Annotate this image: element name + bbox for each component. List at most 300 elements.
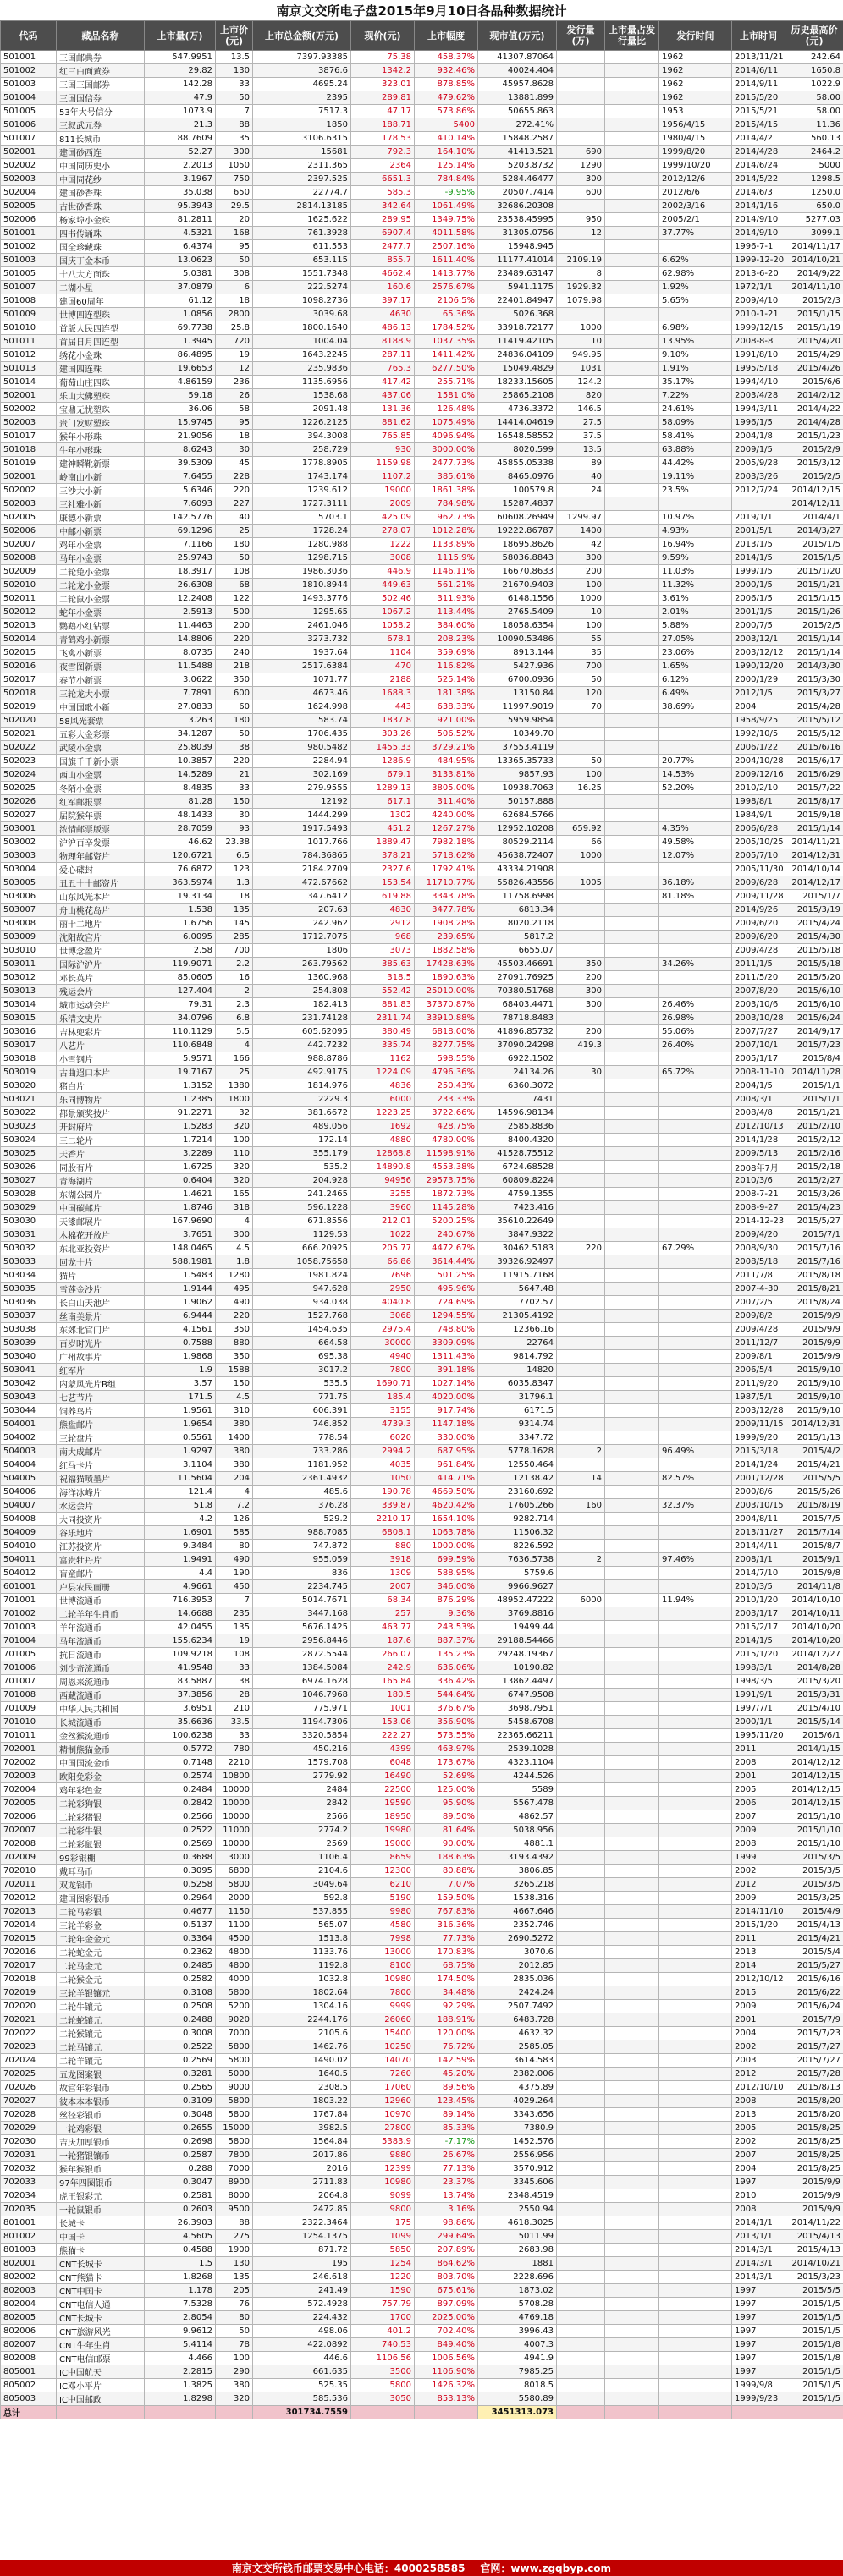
table-row[interactable] bbox=[1, 2149, 843, 2162]
table-row[interactable] bbox=[1, 1702, 843, 1716]
table-row[interactable] bbox=[1, 1458, 843, 1472]
table-row[interactable] bbox=[1, 186, 843, 200]
cell-cap: 16548.58552 bbox=[478, 430, 557, 443]
table-row[interactable] bbox=[1, 511, 843, 525]
cell-ratio bbox=[605, 958, 659, 971]
table-row[interactable] bbox=[1, 335, 843, 349]
col-code[interactable]: 代码 bbox=[1, 21, 57, 51]
cell-change: 784.84% bbox=[415, 173, 478, 186]
table-row[interactable] bbox=[1, 1919, 843, 1932]
table-row[interactable] bbox=[1, 1580, 843, 1594]
cell-issue-date bbox=[659, 931, 732, 944]
cell-issue-date: 62.98% bbox=[659, 267, 732, 281]
cell-market: 46.62 bbox=[145, 836, 216, 849]
cell-issue: 120 bbox=[557, 687, 605, 700]
cell-amount: 653.115 bbox=[253, 254, 351, 267]
table-row[interactable] bbox=[1, 646, 843, 660]
table-row[interactable] bbox=[1, 2135, 843, 2149]
table-row[interactable] bbox=[1, 1716, 843, 1729]
cell-cap: 6171.5 bbox=[478, 1404, 557, 1418]
table-row[interactable] bbox=[1, 2216, 843, 2230]
cell-price: 289.95 bbox=[351, 213, 415, 227]
cell-list-date: 2005 bbox=[732, 1783, 785, 1797]
cell-name: 三社雅小新 bbox=[57, 497, 145, 511]
cell-list-date: 1997 bbox=[732, 2284, 785, 2298]
cell-code: 504006 bbox=[1, 1486, 57, 1499]
table-row[interactable] bbox=[1, 1107, 843, 1120]
table-row[interactable] bbox=[1, 240, 843, 254]
table-row[interactable] bbox=[1, 1391, 843, 1404]
table-row[interactable] bbox=[1, 1959, 843, 1973]
table-row[interactable] bbox=[1, 1607, 843, 1621]
cell-price: 1224.09 bbox=[351, 1066, 415, 1079]
cell-amount: 1986.3036 bbox=[253, 565, 351, 579]
cell-amount: 1454.635 bbox=[253, 1323, 351, 1337]
cell-name: 山东风光本片 bbox=[57, 890, 145, 904]
cell-amount: 1304.16 bbox=[253, 2000, 351, 2013]
table-row[interactable] bbox=[1, 619, 843, 633]
table-row[interactable] bbox=[1, 267, 843, 281]
table-row[interactable] bbox=[1, 931, 843, 944]
col-issue[interactable]: 发行量(万) bbox=[557, 21, 605, 51]
cell-list-date: 2009/6/20 bbox=[732, 931, 785, 944]
cell-code: 501004 bbox=[1, 91, 57, 105]
col-ratio[interactable]: 上市量占发行量比 bbox=[605, 21, 659, 51]
table-row[interactable] bbox=[1, 389, 843, 403]
table-row[interactable] bbox=[1, 2013, 843, 2027]
table-row[interactable] bbox=[1, 1743, 843, 1756]
table-row[interactable] bbox=[1, 1946, 843, 1959]
table-row[interactable] bbox=[1, 416, 843, 430]
table-row[interactable] bbox=[1, 2325, 843, 2338]
table-row[interactable] bbox=[1, 1201, 843, 1215]
table-row[interactable] bbox=[1, 1242, 843, 1255]
table-row[interactable] bbox=[1, 1364, 843, 1377]
col-market[interactable]: 上市量(万) bbox=[145, 21, 216, 51]
cell-market: 0.7588 bbox=[145, 1337, 216, 1350]
cell-high: 2015/9/10 bbox=[785, 1377, 843, 1391]
cell-amount: 1937.64 bbox=[253, 646, 351, 660]
table-row[interactable] bbox=[1, 1783, 843, 1797]
table-row[interactable] bbox=[1, 525, 843, 538]
table-row[interactable] bbox=[1, 2000, 843, 2013]
cell-cap: 4736.3372 bbox=[478, 403, 557, 416]
cell-name: 三国邮典券 bbox=[57, 51, 145, 64]
table-row[interactable] bbox=[1, 1540, 843, 1553]
cell-code: 502022 bbox=[1, 741, 57, 755]
table-row[interactable] bbox=[1, 118, 843, 132]
table-row[interactable] bbox=[1, 958, 843, 971]
table-row[interactable] bbox=[1, 809, 843, 822]
table-row[interactable] bbox=[1, 592, 843, 606]
table-row[interactable] bbox=[1, 565, 843, 579]
cell-per-hand: 50 bbox=[216, 91, 253, 105]
table-row[interactable] bbox=[1, 1188, 843, 1201]
table-row[interactable] bbox=[1, 1012, 843, 1025]
cell-price: 880 bbox=[351, 1540, 415, 1553]
cell-high: 2015/3/23 bbox=[785, 2271, 843, 2284]
table-row[interactable] bbox=[1, 849, 843, 863]
cell-ratio bbox=[605, 1702, 659, 1716]
table-row[interactable] bbox=[1, 1689, 843, 1702]
table-row[interactable] bbox=[1, 2040, 843, 2054]
table-row[interactable] bbox=[1, 105, 843, 118]
table-row[interactable] bbox=[1, 200, 843, 213]
table-row[interactable] bbox=[1, 2122, 843, 2135]
table-row[interactable] bbox=[1, 836, 843, 849]
table-row[interactable] bbox=[1, 1228, 843, 1242]
table-row[interactable] bbox=[1, 1404, 843, 1418]
table-row[interactable] bbox=[1, 403, 843, 416]
cell-code: 805002 bbox=[1, 2379, 57, 2392]
table-row[interactable] bbox=[1, 146, 843, 159]
table-row[interactable] bbox=[1, 1147, 843, 1161]
cell-high: 2015/8/25 bbox=[785, 2135, 843, 2149]
table-row[interactable] bbox=[1, 985, 843, 998]
cell-issue-date bbox=[659, 1797, 732, 1810]
table-row[interactable] bbox=[1, 633, 843, 646]
cell-amount: 1493.3776 bbox=[253, 592, 351, 606]
table-row[interactable] bbox=[1, 1553, 843, 1567]
table-row[interactable] bbox=[1, 1310, 843, 1323]
cell-name: 青鹤鸡小新票 bbox=[57, 633, 145, 646]
table-row[interactable] bbox=[1, 2392, 843, 2406]
cell-per-hand: 1.8 bbox=[216, 1255, 253, 1269]
cell-issue-date bbox=[659, 1404, 732, 1418]
table-row[interactable] bbox=[1, 2081, 843, 2095]
cell-price: 9999 bbox=[351, 2000, 415, 2013]
table-row[interactable] bbox=[1, 2352, 843, 2365]
table-row[interactable] bbox=[1, 2176, 843, 2189]
cell-list-date: 2009/6/20 bbox=[732, 917, 785, 931]
cell-ratio bbox=[605, 714, 659, 728]
cell-name: 七艺节片 bbox=[57, 1391, 145, 1404]
cell-amount: 565.07 bbox=[253, 1919, 351, 1932]
cell-name: CNT熊猫卡 bbox=[57, 2271, 145, 2284]
table-row[interactable] bbox=[1, 281, 843, 294]
cell-market: 36.06 bbox=[145, 403, 216, 416]
table-row[interactable] bbox=[1, 890, 843, 904]
cell-change: 1145.28% bbox=[415, 1201, 478, 1215]
table-row[interactable] bbox=[1, 1134, 843, 1147]
cell-per-hand: 7800 bbox=[216, 2149, 253, 2162]
table-row[interactable] bbox=[1, 2365, 843, 2379]
table-row[interactable] bbox=[1, 2189, 843, 2203]
cell-price: 131.36 bbox=[351, 403, 415, 416]
cell-cap: 5026.368 bbox=[478, 308, 557, 321]
table-row[interactable] bbox=[1, 1269, 843, 1283]
col-issue-date[interactable]: 发行时间 bbox=[659, 21, 732, 51]
table-row[interactable] bbox=[1, 1418, 843, 1431]
table-row[interactable] bbox=[1, 1837, 843, 1851]
cell-market: 0.4677 bbox=[145, 1905, 216, 1919]
table-row[interactable] bbox=[1, 2338, 843, 2352]
table-row[interactable] bbox=[1, 321, 843, 335]
table-row[interactable] bbox=[1, 1486, 843, 1499]
col-list-date[interactable]: 上市时间 bbox=[732, 21, 785, 51]
table-row[interactable] bbox=[1, 1039, 843, 1052]
table-row[interactable] bbox=[1, 1215, 843, 1228]
table-row[interactable] bbox=[1, 484, 843, 497]
cell-issue bbox=[557, 64, 605, 78]
table-row[interactable] bbox=[1, 2162, 843, 2176]
table-row[interactable] bbox=[1, 2027, 843, 2040]
col-per-hand[interactable]: 上市价(元) bbox=[216, 21, 253, 51]
cell-high: 2015/5/27 bbox=[785, 1215, 843, 1228]
table-row[interactable] bbox=[1, 2054, 843, 2068]
table-row[interactable] bbox=[1, 2095, 843, 2108]
table-row[interactable] bbox=[1, 1120, 843, 1134]
table-row[interactable] bbox=[1, 2108, 843, 2122]
table-row[interactable] bbox=[1, 1066, 843, 1079]
table-row[interactable] bbox=[1, 2298, 843, 2311]
table-row[interactable] bbox=[1, 1079, 843, 1093]
table-row[interactable] bbox=[1, 227, 843, 240]
table-row[interactable] bbox=[1, 362, 843, 376]
cell-code: 502010 bbox=[1, 579, 57, 592]
table-row[interactable] bbox=[1, 728, 843, 741]
cell-cap: 12550.464 bbox=[478, 1458, 557, 1472]
table-row[interactable] bbox=[1, 349, 843, 362]
table-row[interactable] bbox=[1, 1161, 843, 1174]
table-row[interactable] bbox=[1, 1526, 843, 1540]
cell-code: 501014 bbox=[1, 376, 57, 389]
cell-per-hand: 310 bbox=[216, 1404, 253, 1418]
cell-issue: 1929.32 bbox=[557, 281, 605, 294]
cell-amount: 2308.5 bbox=[253, 2081, 351, 2095]
table-row[interactable] bbox=[1, 132, 843, 146]
cell-change: 1426.32% bbox=[415, 2379, 478, 2392]
cell-issue: 2 bbox=[557, 1553, 605, 1567]
table-row[interactable] bbox=[1, 1255, 843, 1269]
table-row[interactable] bbox=[1, 606, 843, 619]
table-row[interactable] bbox=[1, 159, 843, 173]
table-row[interactable] bbox=[1, 673, 843, 687]
table-row[interactable] bbox=[1, 1648, 843, 1661]
table-row[interactable] bbox=[1, 1174, 843, 1188]
table-row[interactable] bbox=[1, 552, 843, 565]
table-row[interactable] bbox=[1, 1052, 843, 1066]
cell-name: 谷乐地片 bbox=[57, 1526, 145, 1540]
table-row[interactable] bbox=[1, 1445, 843, 1458]
cell-high: 2015/4/13 bbox=[785, 2244, 843, 2257]
cell-per-hand: 350 bbox=[216, 673, 253, 687]
table-row[interactable] bbox=[1, 1634, 843, 1648]
table-row[interactable] bbox=[1, 294, 843, 308]
table-row[interactable] bbox=[1, 1350, 843, 1364]
cell-issue bbox=[557, 2040, 605, 2054]
table-row[interactable] bbox=[1, 1567, 843, 1580]
table-row[interactable] bbox=[1, 2230, 843, 2244]
table-row[interactable] bbox=[1, 1621, 843, 1634]
cell-name: 世博流通币 bbox=[57, 1594, 145, 1607]
cell-price: 4399 bbox=[351, 1743, 415, 1756]
col-high[interactable]: 历史最高价(元) bbox=[785, 21, 843, 51]
cell-price: 9800 bbox=[351, 2203, 415, 2216]
table-row[interactable] bbox=[1, 1499, 843, 1513]
table-row[interactable] bbox=[1, 1865, 843, 1878]
table-row[interactable] bbox=[1, 1337, 843, 1350]
cell-high: 2014/12/15 bbox=[785, 1770, 843, 1783]
table-row[interactable] bbox=[1, 1824, 843, 1837]
col-price[interactable]: 现价(元) bbox=[351, 21, 415, 51]
table-row[interactable] bbox=[1, 2244, 843, 2257]
cell-cap: 4323.1104 bbox=[478, 1756, 557, 1770]
cell-issue bbox=[557, 2068, 605, 2081]
table-row[interactable] bbox=[1, 308, 843, 321]
table-row[interactable] bbox=[1, 2203, 843, 2216]
table-row[interactable] bbox=[1, 1296, 843, 1310]
table-row[interactable] bbox=[1, 700, 843, 714]
cell-cap: 2228.696 bbox=[478, 2271, 557, 2284]
cell-issue-date: 58.09% bbox=[659, 416, 732, 430]
cell-name: 中华人民共和国 bbox=[57, 1702, 145, 1716]
cell-cap: 15848.2587 bbox=[478, 132, 557, 146]
table-row[interactable] bbox=[1, 741, 843, 755]
table-row[interactable] bbox=[1, 687, 843, 700]
cell-change: 299.64% bbox=[415, 2230, 478, 2244]
table-row[interactable] bbox=[1, 1377, 843, 1391]
table-row[interactable] bbox=[1, 64, 843, 78]
table-row[interactable] bbox=[1, 1283, 843, 1296]
table-row[interactable] bbox=[1, 443, 843, 457]
contact-site[interactable]: 官网：www.zgqbyp.com bbox=[480, 2562, 612, 2574]
cell-issue: 1000 bbox=[557, 849, 605, 863]
cell-list-date: 2004/10/28 bbox=[732, 755, 785, 768]
cell-ratio bbox=[605, 1716, 659, 1729]
table-row[interactable] bbox=[1, 1594, 843, 1607]
cell-amount: 2234.745 bbox=[253, 1580, 351, 1594]
table-row[interactable] bbox=[1, 2379, 843, 2392]
table-row[interactable] bbox=[1, 971, 843, 985]
cell-change: 917.74% bbox=[415, 1404, 478, 1418]
table-row[interactable] bbox=[1, 876, 843, 890]
table-row[interactable] bbox=[1, 430, 843, 443]
table-row[interactable] bbox=[1, 1986, 843, 2000]
table-row[interactable] bbox=[1, 497, 843, 511]
table-row[interactable] bbox=[1, 173, 843, 186]
table-row[interactable] bbox=[1, 78, 843, 91]
col-name[interactable]: 藏品名称 bbox=[57, 21, 145, 51]
cell-high: 2015/1/8 bbox=[785, 2338, 843, 2352]
table-row[interactable] bbox=[1, 579, 843, 592]
table-row[interactable] bbox=[1, 1675, 843, 1689]
table-row[interactable] bbox=[1, 782, 843, 795]
table-row[interactable] bbox=[1, 2271, 843, 2284]
cell-per-hand: 1900 bbox=[216, 2244, 253, 2257]
table-row[interactable] bbox=[1, 254, 843, 267]
table-row[interactable] bbox=[1, 1472, 843, 1486]
cell-high: 2015/7/14 bbox=[785, 1526, 843, 1540]
table-row[interactable] bbox=[1, 1513, 843, 1526]
table-row[interactable] bbox=[1, 795, 843, 809]
cell-market: 11.5488 bbox=[145, 660, 216, 673]
table-row[interactable] bbox=[1, 1025, 843, 1039]
table-row[interactable] bbox=[1, 755, 843, 768]
cell-per-hand: 10000 bbox=[216, 1837, 253, 1851]
table-row[interactable] bbox=[1, 1756, 843, 1770]
cell-code: 501013 bbox=[1, 362, 57, 376]
table-row[interactable] bbox=[1, 863, 843, 876]
cell-name: 二轮鼠小金票 bbox=[57, 592, 145, 606]
cell-issue bbox=[557, 890, 605, 904]
cell-issue bbox=[557, 2081, 605, 2095]
table-row[interactable] bbox=[1, 822, 843, 836]
cell-issue: 40 bbox=[557, 470, 605, 484]
table-row[interactable] bbox=[1, 660, 843, 673]
table-row[interactable] bbox=[1, 1892, 843, 1905]
table-row[interactable] bbox=[1, 1431, 843, 1445]
cell-ratio bbox=[605, 1689, 659, 1702]
table-row[interactable] bbox=[1, 1973, 843, 1986]
table-row[interactable] bbox=[1, 2284, 843, 2298]
table-row[interactable] bbox=[1, 1770, 843, 1783]
table-row[interactable] bbox=[1, 91, 843, 105]
table-row[interactable] bbox=[1, 1932, 843, 1946]
cell-change: 3805.00% bbox=[415, 782, 478, 795]
table-row[interactable] bbox=[1, 998, 843, 1012]
cell-code: 702005 bbox=[1, 1797, 57, 1810]
table-row[interactable] bbox=[1, 904, 843, 917]
table-row[interactable] bbox=[1, 1797, 843, 1810]
table-row[interactable] bbox=[1, 1323, 843, 1337]
table-row[interactable] bbox=[1, 1878, 843, 1892]
cell-name: 武陵小金票 bbox=[57, 741, 145, 755]
col-cap[interactable]: 现市值(万元) bbox=[478, 21, 557, 51]
cell-market: 0.2698 bbox=[145, 2135, 216, 2149]
cell-high: 5000 bbox=[785, 159, 843, 173]
table-row[interactable] bbox=[1, 2311, 843, 2325]
cell-ratio bbox=[605, 2095, 659, 2108]
table-row[interactable] bbox=[1, 714, 843, 728]
table-row[interactable] bbox=[1, 1729, 843, 1743]
table-row[interactable] bbox=[1, 768, 843, 782]
col-amount[interactable]: 上市总金额(万元) bbox=[253, 21, 351, 51]
cell-cap: 2556.956 bbox=[478, 2149, 557, 2162]
table-row[interactable] bbox=[1, 2257, 843, 2271]
cell-issue bbox=[557, 2000, 605, 2013]
table-row[interactable] bbox=[1, 51, 843, 64]
table-row[interactable] bbox=[1, 213, 843, 227]
table-row[interactable] bbox=[1, 376, 843, 389]
cell-list-date: 2008/3/1 bbox=[732, 1093, 785, 1107]
cell-change: 3133.81% bbox=[415, 768, 478, 782]
cell-name: 二轮猴金元 bbox=[57, 1973, 145, 1986]
cell-code: 503008 bbox=[1, 917, 57, 931]
cell-list-date: 2010/1/20 bbox=[732, 1594, 785, 1607]
table-row[interactable] bbox=[1, 457, 843, 470]
table-row[interactable] bbox=[1, 1661, 843, 1675]
col-change[interactable]: 上市幅度 bbox=[415, 21, 478, 51]
table-row[interactable] bbox=[1, 917, 843, 931]
table-row[interactable] bbox=[1, 1905, 843, 1919]
cell-change: 1890.63% bbox=[415, 971, 478, 985]
cell-price: 323.01 bbox=[351, 78, 415, 91]
cell-list-date: 2008/9/30 bbox=[732, 1242, 785, 1255]
table-row[interactable] bbox=[1, 1093, 843, 1107]
table-row[interactable] bbox=[1, 2068, 843, 2081]
cell-issue-date bbox=[659, 1120, 732, 1134]
cell-code: 701004 bbox=[1, 1634, 57, 1648]
cell-market: 171.5 bbox=[145, 1391, 216, 1404]
table-row[interactable] bbox=[1, 1851, 843, 1865]
cell-cap: 6655.07 bbox=[478, 944, 557, 958]
table-row[interactable] bbox=[1, 944, 843, 958]
table-row[interactable] bbox=[1, 470, 843, 484]
cell-issue: 2 bbox=[557, 1445, 605, 1458]
table-row[interactable] bbox=[1, 1810, 843, 1824]
table-row[interactable] bbox=[1, 538, 843, 552]
